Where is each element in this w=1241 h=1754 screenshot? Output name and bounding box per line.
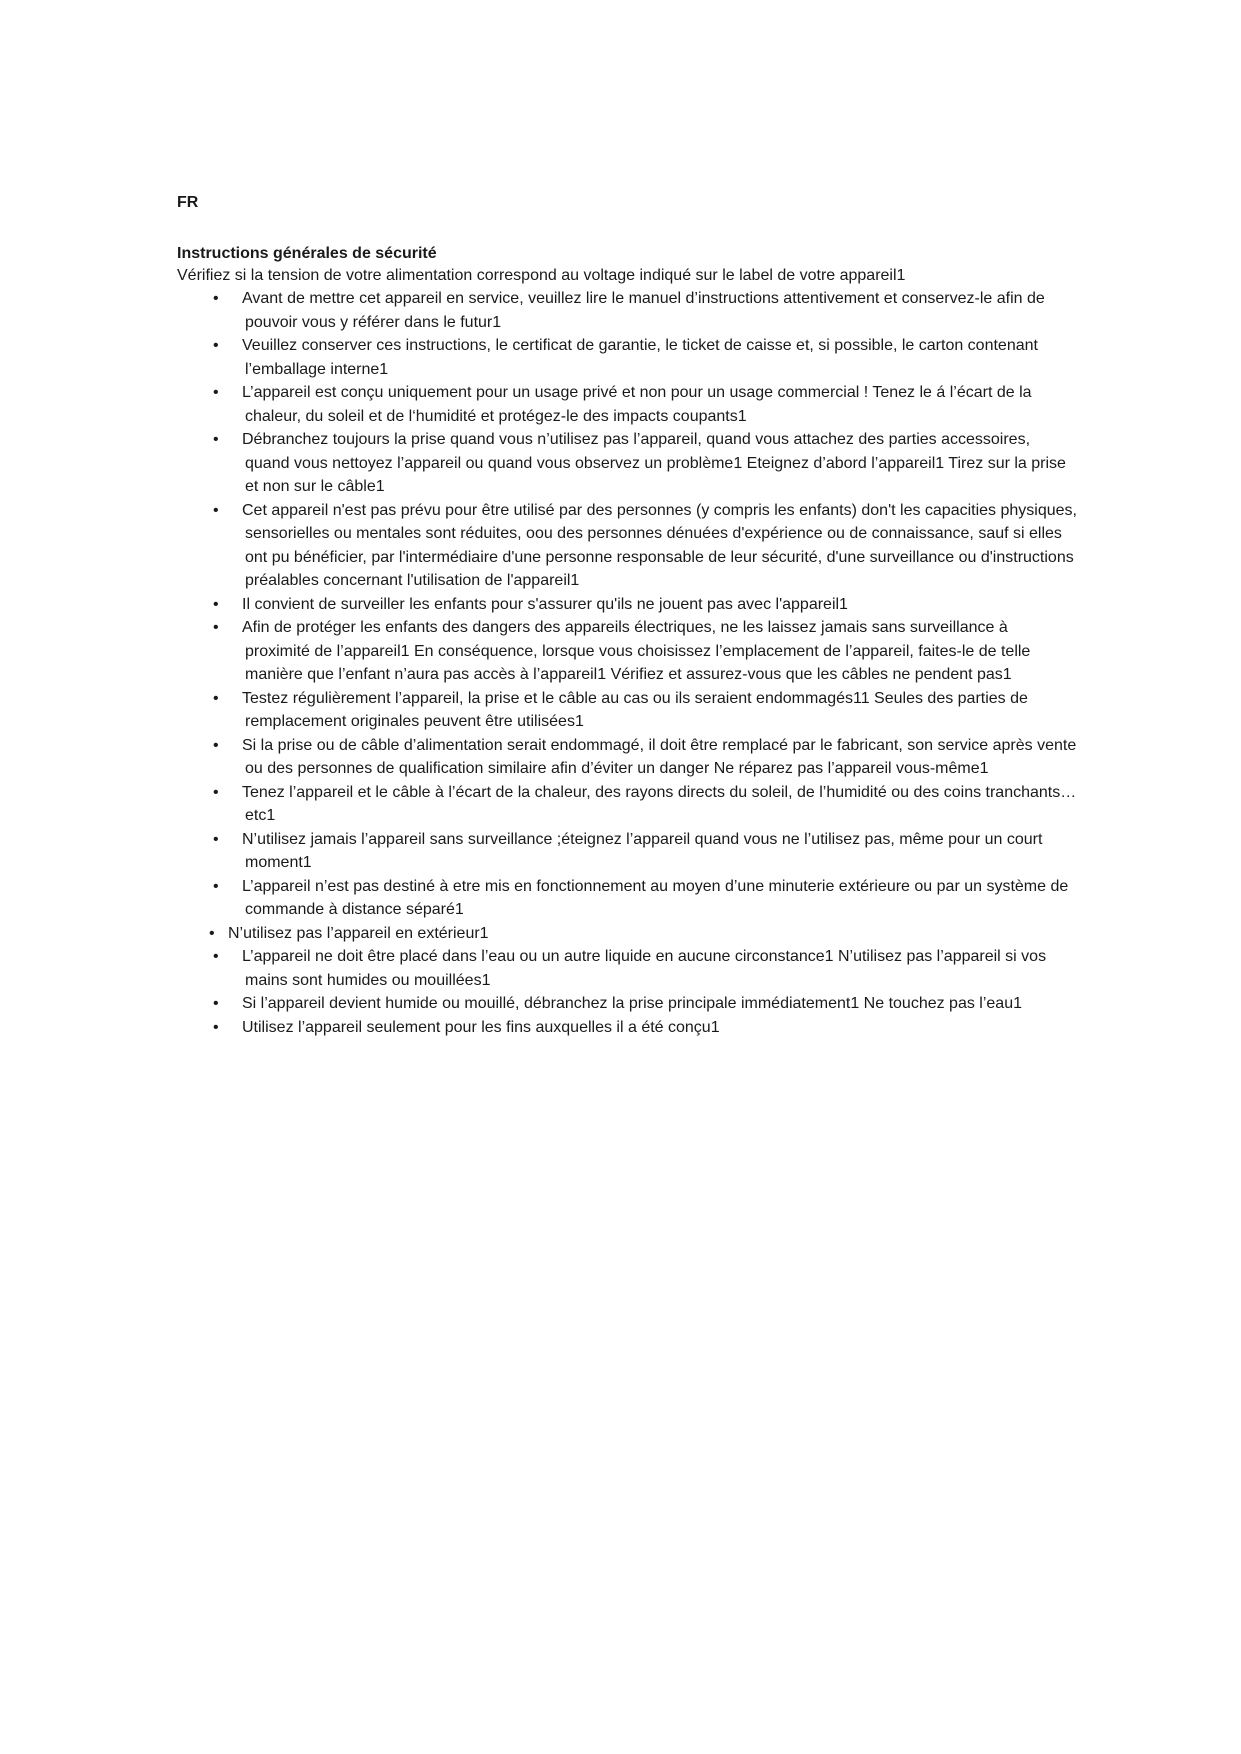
list-item (177, 945, 1077, 992)
list-item-text: Veuillez conserver ces instructions, le certificat de garantie, le ticket de caisse et, si possible, le carton contenant l’emballage interne1 (242, 337, 1038, 378)
section-title: Instructions générales de sécurité (177, 245, 437, 262)
list-item-text: L’appareil ne doit être placé dans l’eau ou un autre liquide en aucune circonstance1 N’utilisez pas l’appareil si vos mains sont humides ou mouillées1 (242, 948, 1047, 989)
list-item (177, 992, 1077, 1016)
bullet-icon: • (213, 948, 219, 965)
bullet-icon: • (213, 736, 219, 754)
bullet-icon: • (213, 877, 219, 895)
list-item (177, 1016, 1077, 1040)
intro-paragraph: Vérifiez si la tension de votre alimentation correspond au voltage indiqué sur le label de votre appareil1 (177, 267, 906, 284)
safety-instructions-list (177, 287, 1077, 1039)
list-item (177, 734, 1077, 781)
list-item-text: Utilisez l’appareil seulement pour les fins auxquelles il a été conçu1 (242, 1018, 720, 1036)
bullet-icon: • (213, 431, 219, 448)
language-code: FR (177, 194, 199, 211)
list-item (177, 781, 1077, 828)
list-item-text: Avant de mettre cet appareil en service, veuillez lire le manuel d’instructions attentivement et conservez-le afin de pouvoir vous y référer dans le futur1 (242, 290, 1045, 331)
list-item-text: L’appareil n’est pas destiné à etre mis en fonctionnement au moyen d’une minuterie extérieure ou par un système de commande à distance séparé1 (242, 877, 1069, 918)
list-item-text: Si la prise ou de câble d’alimentation serait endommagé, il doit être remplacé par le fabricant, son service après vente ou des personnes de qualification similaire afin d’éviter un danger Ne réparez pas l’appareil vous-même1 (242, 736, 1077, 777)
bullet-icon: • (213, 830, 219, 848)
list-item (177, 593, 1077, 617)
safety-section (177, 243, 1077, 1039)
bullet-icon: • (213, 783, 219, 801)
list-item-text: N’utilisez pas l’appareil en extérieur1 (228, 924, 489, 942)
list-item-text: Afin de protéger les enfants des dangers des appareils électriques, ne les laissez jamais sans surveillance à proximité de l’appareil1 En conséquence, lorsque vous choisissez l’emplacement de l’appareil, faites-le de telle manière que l’enfant n’aura pas accès à l’appareil1 Vérifiez et assurez-vous que les câbles ne pendent pas1 (242, 619, 1031, 683)
bullet-icon: • (209, 924, 215, 942)
list-item (177, 287, 1077, 334)
list-item (177, 687, 1077, 734)
bullet-icon: • (213, 995, 219, 1012)
list-item-text: Il convient de surveiller les enfants pour s'assurer qu'ils ne jouent pas avec l'appareil1 (242, 595, 848, 613)
bullet-icon: • (213, 337, 219, 354)
list-item (177, 616, 1077, 687)
list-item (177, 381, 1077, 428)
list-item (177, 922, 1077, 946)
list-item (177, 334, 1077, 381)
list-item (177, 875, 1077, 922)
bullet-icon: • (213, 619, 219, 636)
list-item-text: Testez régulièrement l’appareil, la prise et le câble au cas ou ils seraient endommagés11 Seules des parties de remplacement originales peuvent être utilisées1 (242, 689, 1028, 730)
list-item-text: Cet appareil n'est pas prévu pour être utilisé par des personnes (y compris les enfants) don't les capacities physiques, sensorielles ou mentales sont réduites, oou des personnes dénuées d'expérience ou de connaissance, sauf si elles ont pu bénéficier, par l'intermédiaire d'une personne responsable de leur sécurité, d'une surveillance ou d'instructions préalables concernant l'utilisation de l'appareil1 (242, 501, 1077, 589)
list-item (177, 428, 1077, 499)
list-item-text: N’utilisez jamais l’appareil sans surveillance ;éteignez l’appareil quand vous ne l’utilisez pas, même pour un court moment1 (242, 830, 1043, 871)
list-item-text: Tenez l’appareil et le câble à l’écart de la chaleur, des rayons directs du soleil, de l’humidité ou des coins tranchants…etc1 (242, 783, 1077, 824)
list-item (177, 499, 1077, 593)
list-item (177, 828, 1077, 875)
bullet-icon: • (213, 290, 219, 307)
bullet-icon: • (213, 1018, 219, 1036)
bullet-icon: • (213, 689, 219, 707)
bullet-icon: • (213, 384, 219, 401)
bullet-icon: • (213, 595, 219, 613)
bullet-icon: • (213, 501, 219, 519)
list-item-text: L’appareil est conçu uniquement pour un usage privé et non pour un usage commercial ! Tenez le á l’écart de la chaleur, du soleil et de l‘humidité et protégez-le des impacts coupants1 (242, 384, 1032, 425)
list-item-text: Si l’appareil devient humide ou mouillé, débranchez la prise principale immédiatement1 Ne touchez pas l’eau1 (242, 995, 1022, 1012)
list-item-text: Débranchez toujours la prise quand vous n’utilisez pas l’appareil, quand vous attachez des parties accessoires, quand vous nettoyez l’appareil ou quand vous observez un problème1 Eteignez d’abord l’appareil1 Tirez sur la prise et non sur le câble1 (242, 431, 1066, 495)
